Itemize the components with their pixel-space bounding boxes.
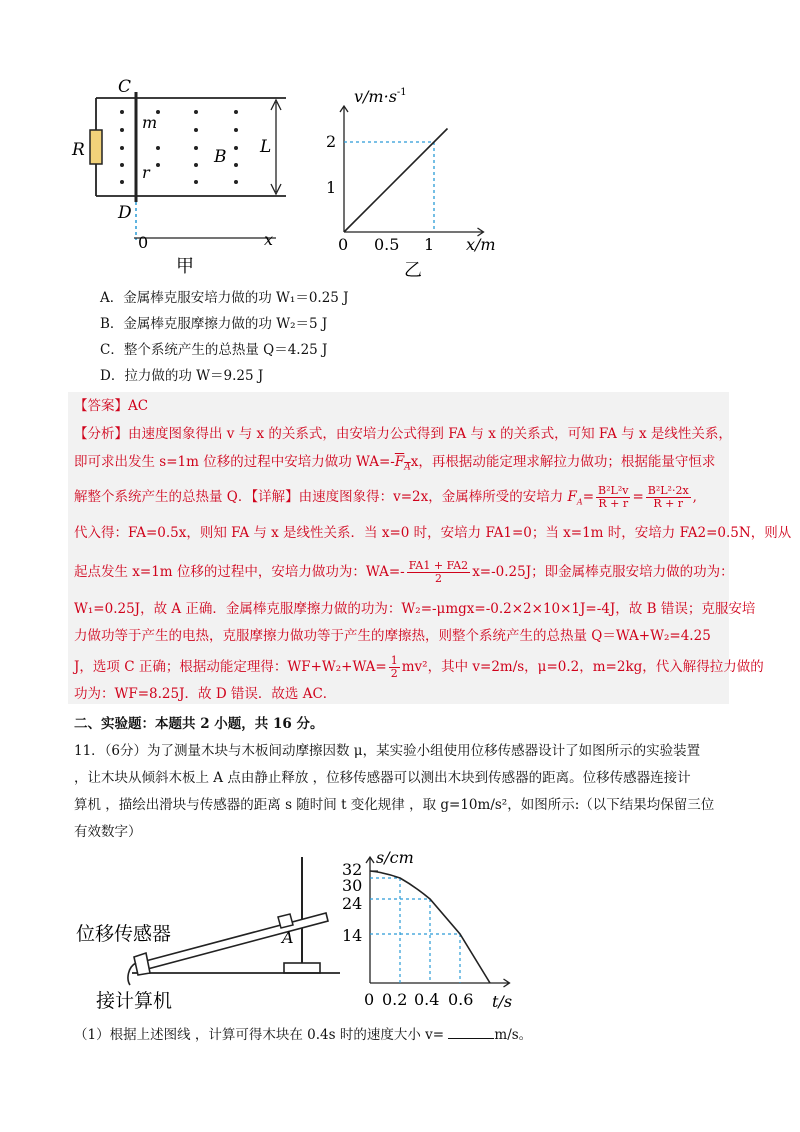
q11-line-1: 11．（6分）为了测量木块与木板间动摩擦因数 μ，某实验小组使用位移传感器设计了如图所示的实验装置 <box>74 743 701 759</box>
section-title: 二、实验题：本题共 2 小题，共 16 分。 <box>74 716 324 732</box>
label-C: C <box>118 77 132 97</box>
analysis-line-5: 起点发生 x=1m 位移的过程中，安培力做功为：WA=- $\frac{FA1 + FA2}{2}$ x=-0.25J；即金属棒克服安培力做的功为： <box>74 559 734 585</box>
computer-label: 接计算机 <box>96 990 173 1012</box>
q11-line-3: 算机 ，描绘出滑块与传感器的距离 s 随时间 t 变化规律 ，取 g=10m/s²，如图所示:（以下结果均保留三位 <box>74 797 715 813</box>
st-xtick-0: 0 <box>364 990 375 1009</box>
label-R: R <box>72 140 85 160</box>
st-ytick-32: 32 <box>342 860 363 879</box>
analysis-line-6: W₁=0.25J，故 A 正确．金属棒克服摩擦力做的功为：W₂=-μmgx=-0.2×2×10×1J=-4J，故 B 错误；克服安培 <box>74 601 756 617</box>
label-A: A <box>282 928 294 947</box>
analysis-line-4: 代入得：FA=0.5x，则知 FA 与 x 是线性关系．当 x=0 时，安培力 FA1=0；当 x=1m 时，安培力 FA2=0.5N，则从 <box>74 525 792 541</box>
wooden-block <box>278 914 293 928</box>
vx-xtick-1: 1 <box>424 235 435 254</box>
label-0: 0 <box>138 233 149 252</box>
vx-chart <box>340 106 484 236</box>
vx-xtick-0: 0 <box>338 235 349 254</box>
answer-blank[interactable] <box>448 1026 494 1039</box>
stand-base <box>284 963 320 973</box>
q11-line-2: ，让木块从倾斜木板上 A 点由静止释放 ，位移传感器可以测出木块到传感器的距离。位移传感器连接计 <box>74 770 691 786</box>
figure-yi <box>316 80 516 280</box>
apparatus-figure <box>70 845 363 1015</box>
vx-ytick-1: 1 <box>326 178 337 197</box>
st-xtick-04: 0.4 <box>414 990 440 1009</box>
st-xlabel: t/s <box>492 992 513 1011</box>
st-ytick-24: 24 <box>342 894 363 913</box>
vx-series-line <box>344 129 448 233</box>
option-B: B．金属棒克服摩擦力做的功 W₂＝5 J <box>100 316 328 332</box>
st-chart <box>366 857 510 987</box>
label-x: x <box>264 230 274 249</box>
option-D: D．拉力做的功 W＝9.25 J <box>100 368 264 384</box>
vx-ytick-2: 2 <box>326 132 337 151</box>
vx-xlabel: x/m <box>466 235 496 254</box>
st-ytick-30: 30 <box>342 876 363 895</box>
sensor-label: 位移传感器 <box>76 923 172 945</box>
sensor-cable <box>128 963 136 985</box>
label-m: m <box>142 113 158 132</box>
st-ytick-14: 14 <box>342 926 363 945</box>
caption-jia: 甲 <box>176 256 194 277</box>
option-C: C．整个系统产生的总热量 Q＝4.25 J <box>100 342 328 358</box>
position-sensor <box>134 953 150 975</box>
st-ylabel: s/cm <box>376 848 414 867</box>
analysis-line-9: 功为：WF=8.25J．故 D 错误．故选 AC． <box>74 686 337 702</box>
st-graph <box>340 845 540 1015</box>
analysis-line-3: 解整个系统产生的总热量 Q．【详解】由速度图象得：v=2x，金属棒所受的安培力 $F_A=$ $\frac{\text{B²L²v}}{R + r}$ = $\frac{\text{B²L²·2x}}{R + r}$ , <box>74 484 697 510</box>
label-B: B <box>214 147 227 167</box>
answer-line: 【答案】AC <box>74 398 149 414</box>
label-L: L <box>260 137 272 157</box>
analysis-line-8: J，选项 C 正确；根据动能定理得：WF+W₂+WA= $\frac{1}{2}$ mv²，其中 v=2m/s，μ=0.2，m=2kg，代入解得拉力做的 <box>74 654 764 680</box>
analysis-line-2: 即可求出发生 s=1m 位移的过程中安培力做功 $WA=-F_Ax$，再根据动能定理求解拉力做功；根据能量守恒求 <box>74 454 716 473</box>
analysis-line-7: 力做功等于产生的电热，克服摩擦力做功等于产生的摩擦热，则整个系统产生的总热量 Q＝WA+W₂=4.25 <box>74 628 711 644</box>
st-xtick-02: 0.2 <box>382 990 408 1009</box>
vx-ylabel: $v/m\cdot s^{-1}$ <box>354 87 407 106</box>
figure-jia <box>66 72 296 277</box>
label-D: D <box>118 203 132 223</box>
resistor-R <box>90 130 102 164</box>
option-A: A．金属棒克服安培力做的功 W₁＝0.25 J <box>100 290 349 306</box>
label-r: r <box>142 163 150 182</box>
analysis-line-1: 【分析】由速度图象得出 v 与 x 的关系式，由安培力公式得到 FA 与 x 的关系式，可知 FA 与 x 是线性关系， <box>74 426 732 442</box>
q11-sub1: （1）根据上述图线 ，计算可得木块在 0.4s 时的速度大小 v= m/s。 <box>74 1027 533 1043</box>
st-xtick-06: 0.6 <box>448 990 474 1009</box>
q11-line-4: 有效数字） <box>74 824 142 840</box>
caption-yi: 乙 <box>404 260 422 280</box>
vx-xtick-05: 0.5 <box>374 235 400 254</box>
